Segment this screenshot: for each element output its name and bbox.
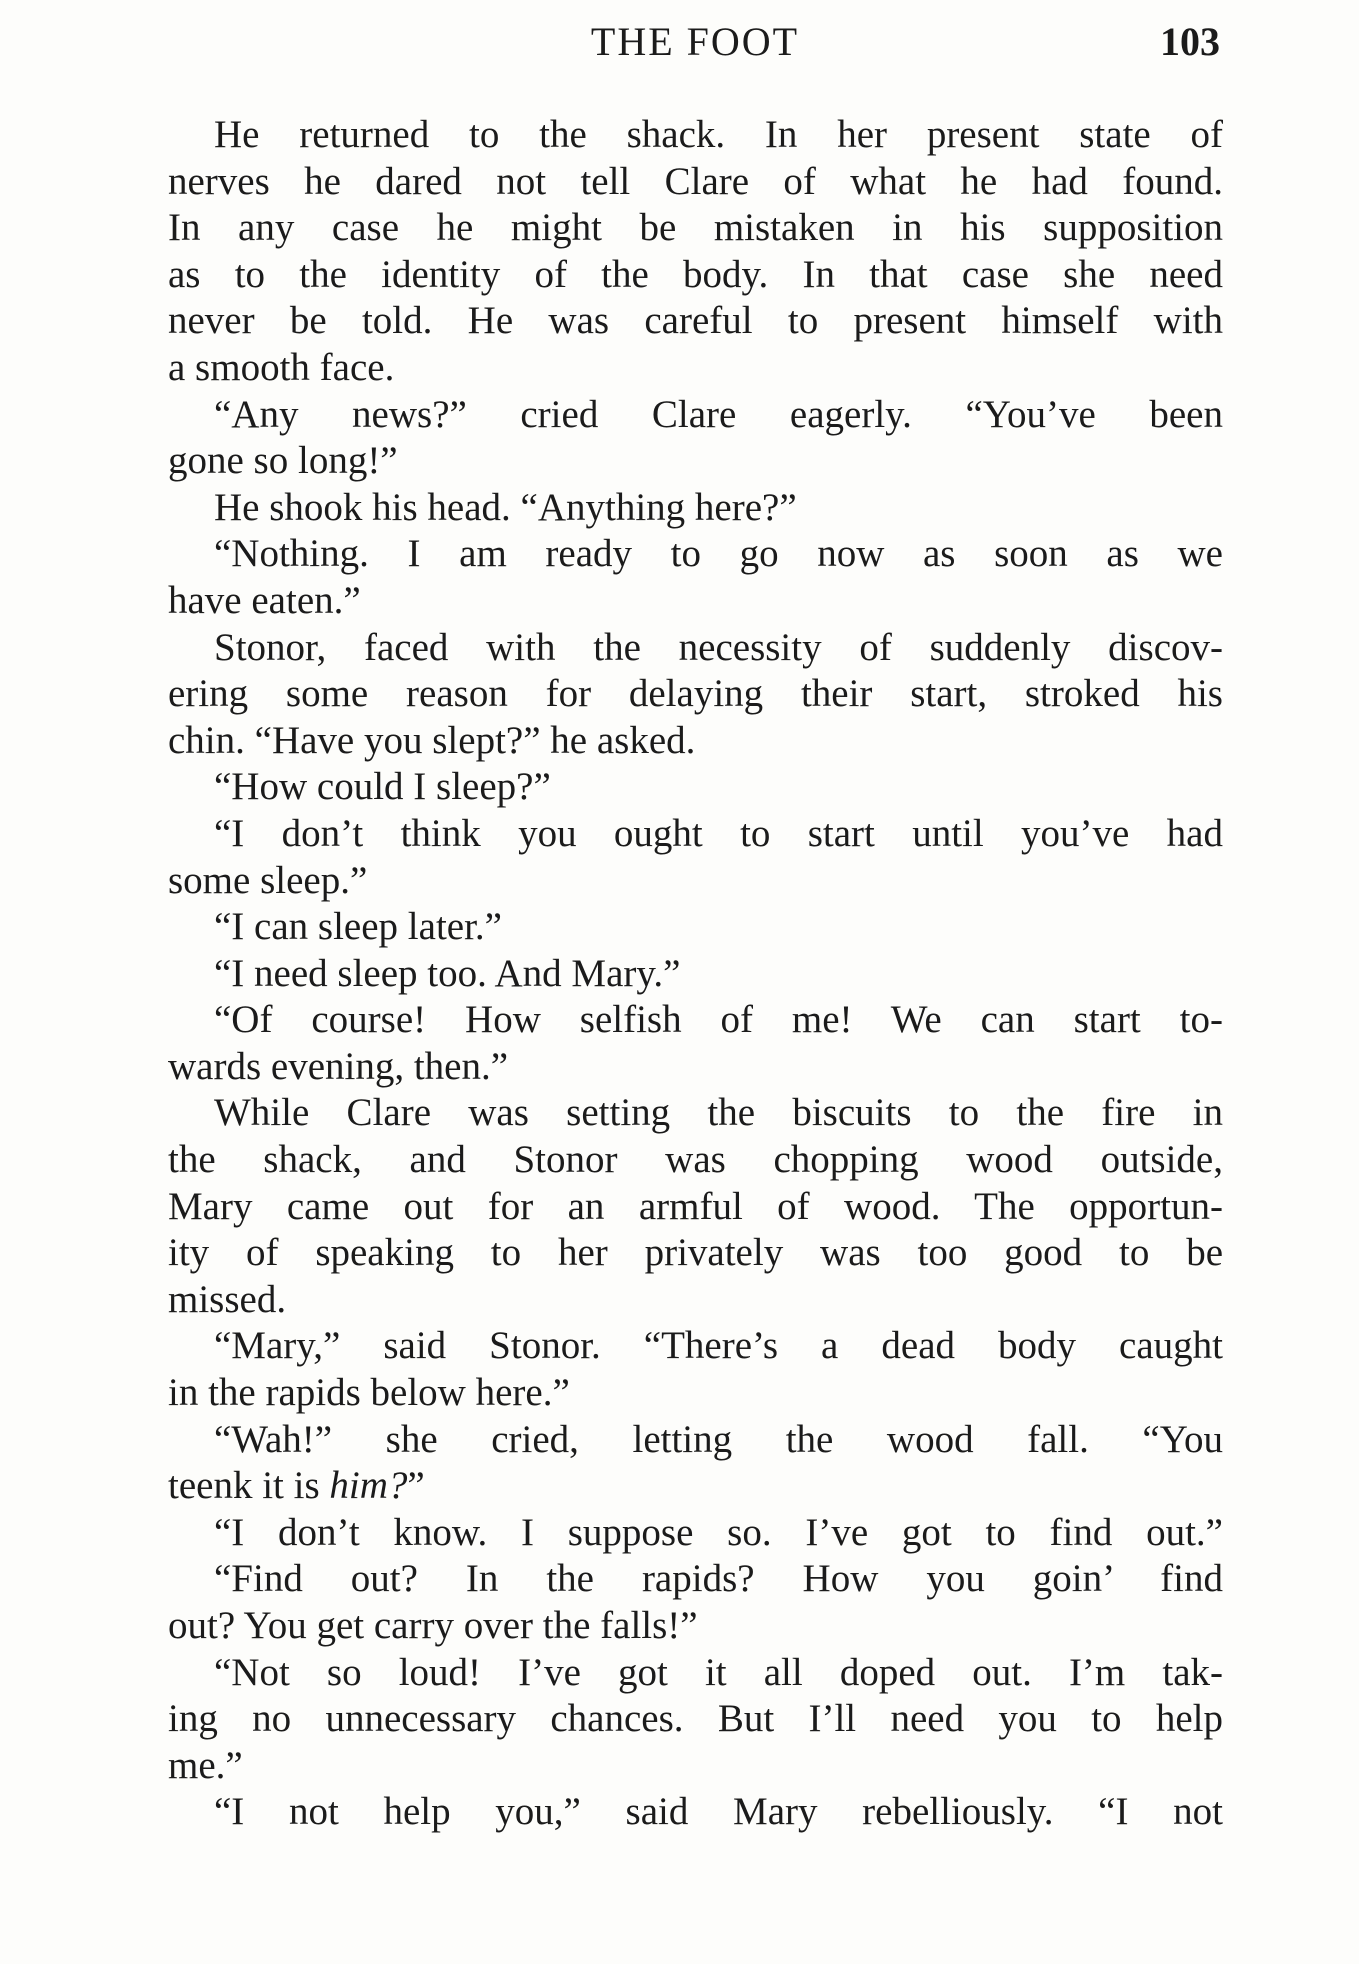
text-line: out? You get carry over the falls!” bbox=[168, 1604, 698, 1647]
text-line: “Of course! How selfish of me! We can start to- bbox=[214, 998, 1223, 1042]
text-line: “Nothing. I am ready to go now as soon as we bbox=[214, 532, 1223, 576]
text-line: as to the identity of the body. In that case she need bbox=[168, 252, 1223, 296]
text-line: ering some reason for delaying their start, stroked his bbox=[168, 672, 1223, 716]
text-line: “I don’t think you ought to start until you’ve had bbox=[214, 811, 1223, 855]
running-title: THE FOOT bbox=[590, 19, 800, 64]
text-line: a smooth face. bbox=[168, 345, 395, 389]
text-line: some sleep.” bbox=[168, 858, 368, 902]
page-number: 103 bbox=[1160, 19, 1220, 64]
text-line: In any case he might be mistaken in his supposition bbox=[168, 206, 1223, 250]
text-line: never be told. He was careful to present himself with bbox=[168, 299, 1223, 343]
text-line: “Not so loud! I’ve got it all doped out. I’m tak- bbox=[214, 1650, 1223, 1694]
text-line: He shook his head. “Anything here?” bbox=[214, 485, 797, 529]
text-run: ” bbox=[407, 1464, 425, 1508]
text-run: teenk it is bbox=[168, 1464, 330, 1508]
text-line: While Clare was setting the biscuits to the fire in bbox=[214, 1091, 1223, 1135]
text-line: in the rapids below here.” bbox=[168, 1371, 570, 1415]
text-line: “How could I sleep?” bbox=[214, 765, 551, 809]
text-line: chin. “Have you slept?” he asked. bbox=[168, 718, 696, 762]
italic-text-run: him? bbox=[329, 1464, 408, 1508]
running-head bbox=[170, 18, 1220, 68]
text-line: the shack, and Stonor was chopping wood outside, bbox=[168, 1138, 1223, 1182]
text-line: “I don’t know. I suppose so. I’ve got to find out.” bbox=[214, 1510, 1223, 1554]
text-line: “Wah!” she cried, letting the wood fall. “You bbox=[214, 1417, 1223, 1461]
text-line: “I not help you,” said Mary rebelliously. “I not bbox=[214, 1790, 1223, 1834]
text-line: “Find out? In the rapids? How you goin’ find bbox=[214, 1557, 1223, 1601]
text-line bbox=[168, 1463, 1223, 1510]
text-line: “I need sleep too. And Mary.” bbox=[214, 951, 681, 995]
text-line: Stonor, faced with the necessity of suddenly discov- bbox=[214, 625, 1223, 669]
text-line: have eaten.” bbox=[168, 578, 361, 622]
text-line: me.” bbox=[168, 1743, 243, 1787]
text-line: nerves he dared not tell Clare of what he had found. bbox=[168, 159, 1223, 203]
text-line: ity of speaking to her privately was too good to be bbox=[168, 1231, 1223, 1275]
text-line: “Any news?” cried Clare eagerly. “You’ve been bbox=[214, 392, 1223, 436]
text-line: Mary came out for an armful of wood. The opportun- bbox=[168, 1184, 1223, 1228]
text-line: He returned to the shack. In her present state of bbox=[214, 113, 1223, 156]
text-line: ing no unnecessary chances. But I’ll need you to help bbox=[168, 1697, 1223, 1741]
text-line: wards evening, then.” bbox=[168, 1044, 509, 1088]
text-line: “Mary,” said Stonor. “There’s a dead body caught bbox=[214, 1324, 1223, 1368]
text-line: “I can sleep later.” bbox=[214, 905, 502, 949]
text-line: missed. bbox=[168, 1277, 287, 1321]
body-text bbox=[168, 112, 1223, 1836]
text-line: gone so long!” bbox=[168, 439, 398, 483]
